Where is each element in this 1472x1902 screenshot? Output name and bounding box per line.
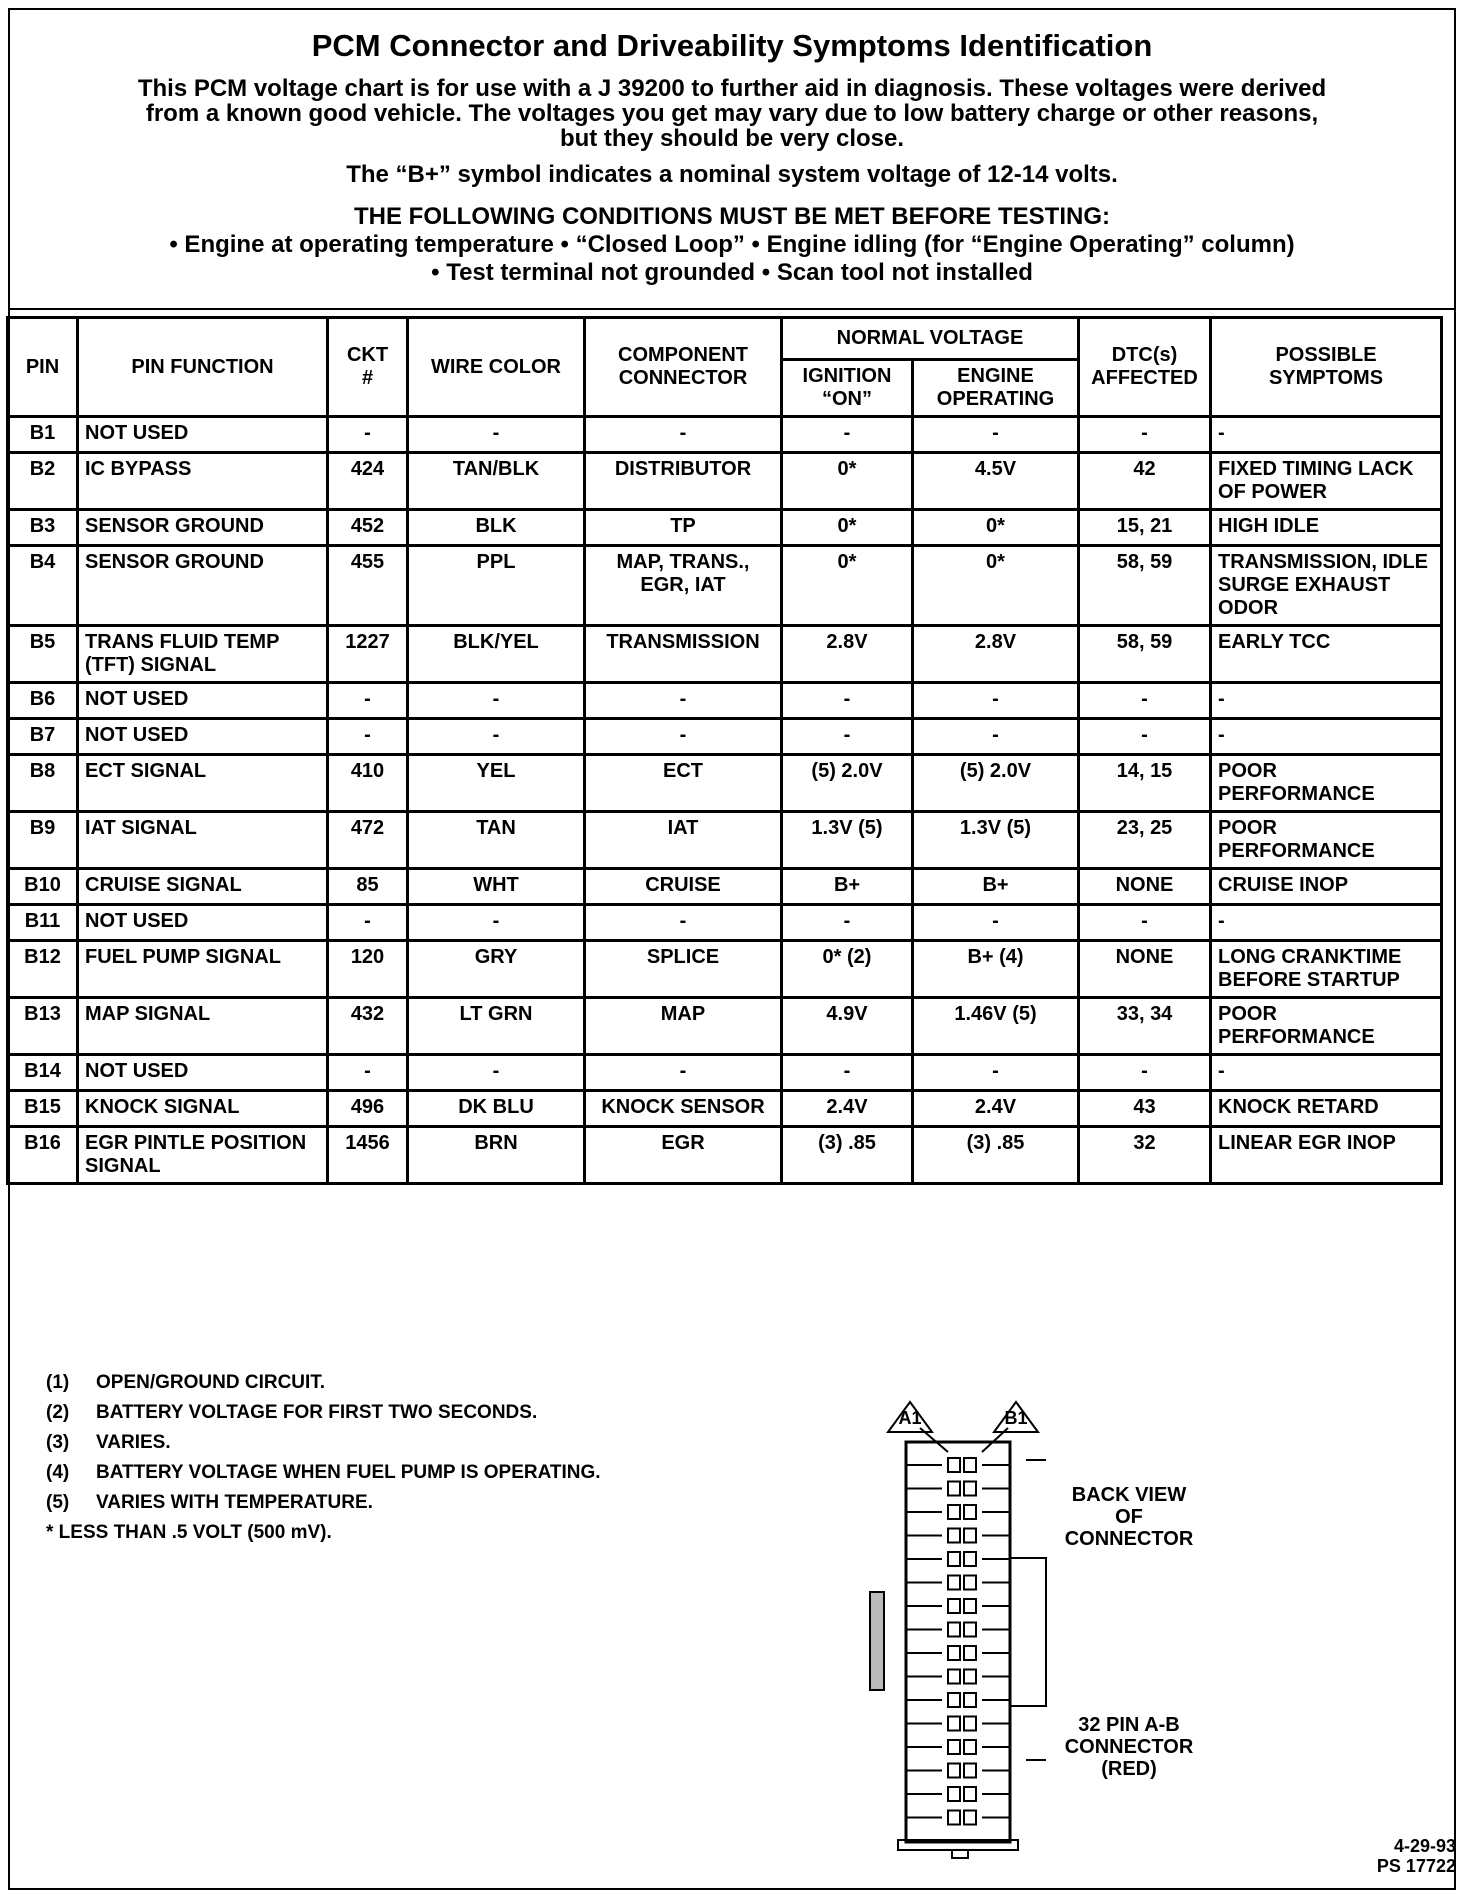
note-text: VARIES WITH TEMPERATURE. <box>96 1492 373 1513</box>
page-title: PCM Connector and Driveability Symptoms Identification <box>311 28 1153 63</box>
cell-pin: B8 <box>8 755 78 812</box>
cell-wire: - <box>408 1055 585 1091</box>
header-component-connector <box>585 318 782 417</box>
cell-ckt: 1456 <box>328 1127 408 1184</box>
cell-component: MAP <box>585 998 782 1055</box>
b-pin-cavity <box>964 1717 976 1731</box>
cell-pin: B12 <box>8 941 78 998</box>
cell-component: - <box>585 719 782 755</box>
b-pin-cavity <box>964 1670 976 1684</box>
back-view-line1: BACK VIEW <box>1071 1484 1187 1506</box>
cell-ign: 0* <box>782 510 913 546</box>
cell-eng: - <box>913 417 1079 453</box>
cell-function: CRUISE SIGNAL <box>78 869 328 905</box>
conditions-line-1: • Engine at operating temperature • “Closed Loop” • Engine idling (for “Engine Operating” column) <box>169 231 1295 258</box>
cell-wire: TAN <box>408 812 585 869</box>
cell-dtc: 58, 59 <box>1079 546 1211 626</box>
b-pin-cavity <box>964 1529 976 1543</box>
cell-dtc: 33, 34 <box>1079 998 1211 1055</box>
cell-component: TRANSMISSION <box>585 626 782 683</box>
cell-wire: DK BLU <box>408 1091 585 1127</box>
pcm-table <box>6 316 1443 1185</box>
cell-pin: B9 <box>8 812 78 869</box>
cell-ign: 4.9V <box>782 998 913 1055</box>
intro-line-1: This PCM voltage chart is for use with a J 39200 to further aid in diagnosis. These voltages were derived <box>137 75 1327 102</box>
cell-symptoms: EARLY TCC <box>1211 626 1442 683</box>
cell-pin: B10 <box>8 869 78 905</box>
cell-wire: TAN/BLK <box>408 453 585 510</box>
cell-ckt: 496 <box>328 1091 408 1127</box>
cell-component: KNOCK SENSOR <box>585 1091 782 1127</box>
cell-ign: - <box>782 719 913 755</box>
note-item <box>46 1368 601 1398</box>
cell-function: NOT USED <box>78 417 328 453</box>
connector-side-block <box>1010 1558 1046 1706</box>
cell-eng: - <box>913 683 1079 719</box>
cell-ign: - <box>782 1055 913 1091</box>
connector-latch <box>870 1592 884 1690</box>
cell-ckt: 455 <box>328 546 408 626</box>
cell-ckt: - <box>328 719 408 755</box>
cell-wire: - <box>408 417 585 453</box>
intro-line-3: but they should be very close. <box>559 125 905 152</box>
cell-function: FUEL PUMP SIGNAL <box>78 941 328 998</box>
cell-function: NOT USED <box>78 905 328 941</box>
a-pin-cavity <box>948 1764 960 1778</box>
cell-function: EGR PINTLE POSITION SIGNAL <box>78 1127 328 1184</box>
table-row <box>8 1127 1442 1184</box>
b-pin-cavity <box>964 1576 976 1590</box>
cell-symptoms: - <box>1211 417 1442 453</box>
note-number: (5) <box>46 1492 70 1513</box>
cell-wire: - <box>408 905 585 941</box>
cell-wire: WHT <box>408 869 585 905</box>
cell-ign: B+ <box>782 869 913 905</box>
cell-wire: BLK <box>408 510 585 546</box>
cell-symptoms: POOR PERFORMANCE <box>1211 812 1442 869</box>
cell-component: TP <box>585 510 782 546</box>
cell-function: IAT SIGNAL <box>78 812 328 869</box>
header-wire-color: WIRE COLOR <box>408 318 585 417</box>
b-pin-cavity <box>964 1482 976 1496</box>
cell-ign: 0* <box>782 453 913 510</box>
cell-component: DISTRIBUTOR <box>585 453 782 510</box>
cell-component: - <box>585 1055 782 1091</box>
cell-ign: (5) 2.0V <box>782 755 913 812</box>
b-pin-cavity <box>964 1646 976 1660</box>
header-ignition-on <box>782 360 913 417</box>
cell-pin: B14 <box>8 1055 78 1091</box>
cell-ckt: 472 <box>328 812 408 869</box>
pin-connector-label <box>1054 1714 1204 1780</box>
intro-text <box>40 76 1424 151</box>
cell-dtc: - <box>1079 719 1211 755</box>
cell-pin: B11 <box>8 905 78 941</box>
a-pin-cavity <box>948 1787 960 1801</box>
cell-dtc: 42 <box>1079 453 1211 510</box>
cell-ign: 2.4V <box>782 1091 913 1127</box>
table-row <box>8 417 1442 453</box>
cell-pin: B15 <box>8 1091 78 1127</box>
cell-eng: - <box>913 719 1079 755</box>
cell-symptoms: - <box>1211 905 1442 941</box>
cell-function: SENSOR GROUND <box>78 510 328 546</box>
header-ckt-line1: CKT <box>346 344 389 366</box>
a-pin-cavity <box>948 1482 960 1496</box>
cell-ign: 0* (2) <box>782 941 913 998</box>
cell-dtc: - <box>1079 1055 1211 1091</box>
a-pin-cavity <box>948 1623 960 1637</box>
cell-symptoms: - <box>1211 683 1442 719</box>
cell-pin: B6 <box>8 683 78 719</box>
table-row <box>8 755 1442 812</box>
table-row <box>8 1055 1442 1091</box>
cell-eng: - <box>913 905 1079 941</box>
cell-component: - <box>585 417 782 453</box>
document-stamp <box>1377 1836 1456 1876</box>
cell-ign: 0* <box>782 546 913 626</box>
cell-symptoms: POOR PERFORMANCE <box>1211 755 1442 812</box>
cell-dtc: 32 <box>1079 1127 1211 1184</box>
table-row <box>8 453 1442 510</box>
cell-symptoms: LINEAR EGR INOP <box>1211 1127 1442 1184</box>
cell-ign: - <box>782 905 913 941</box>
cell-symptoms: HIGH IDLE <box>1211 510 1442 546</box>
note-number: (3) <box>46 1432 70 1453</box>
bplus-note: The “B+” symbol indicates a nominal system voltage of 12-14 volts. <box>346 161 1118 188</box>
header-ign-line2: “ON” <box>822 388 872 410</box>
header-dtc-line2: AFFECTED <box>1091 367 1198 389</box>
cell-ckt: 85 <box>328 869 408 905</box>
header-dtc-line1: DTC(s) <box>1111 344 1178 366</box>
a-pin-cavity <box>948 1811 960 1825</box>
cell-component: CRUISE <box>585 869 782 905</box>
cell-symptoms: - <box>1211 719 1442 755</box>
table-row <box>8 998 1442 1055</box>
header-normal-voltage: NORMAL VOLTAGE <box>782 318 1079 360</box>
header-engine-operating <box>913 360 1079 417</box>
table-row <box>8 941 1442 998</box>
connector-body <box>906 1442 1010 1842</box>
cell-dtc: - <box>1079 417 1211 453</box>
cell-pin: B1 <box>8 417 78 453</box>
note-text: OPEN/GROUND CIRCUIT. <box>96 1372 326 1393</box>
cell-function: NOT USED <box>78 683 328 719</box>
note-item <box>46 1458 601 1488</box>
cell-function: TRANS FLUID TEMP (TFT) SIGNAL <box>78 626 328 683</box>
cell-ckt: 120 <box>328 941 408 998</box>
cell-symptoms: LONG CRANKTIME BEFORE STARTUP <box>1211 941 1442 998</box>
a1-leader-line <box>920 1428 948 1452</box>
header-dtc <box>1079 318 1211 417</box>
cell-pin: B4 <box>8 546 78 626</box>
cell-eng: (5) 2.0V <box>913 755 1079 812</box>
cell-symptoms: - <box>1211 1055 1442 1091</box>
a-pin-cavity <box>948 1505 960 1519</box>
table-row <box>8 626 1442 683</box>
cell-symptoms: CRUISE INOP <box>1211 869 1442 905</box>
cell-function: KNOCK SIGNAL <box>78 1091 328 1127</box>
cell-ckt: - <box>328 905 408 941</box>
b-pin-cavity <box>964 1764 976 1778</box>
b-pin-cavity <box>964 1599 976 1613</box>
header-symptoms <box>1211 318 1442 417</box>
cell-function: SENSOR GROUND <box>78 546 328 626</box>
connector-a1-label: A1 <box>898 1408 922 1428</box>
cell-wire: LT GRN <box>408 998 585 1055</box>
cell-dtc: 23, 25 <box>1079 812 1211 869</box>
back-view-line3: CONNECTOR <box>1064 1528 1194 1550</box>
table-row <box>8 1091 1442 1127</box>
cell-eng: - <box>913 1055 1079 1091</box>
cell-eng: 0* <box>913 510 1079 546</box>
b-pin-cavity <box>964 1787 976 1801</box>
cell-wire: BRN <box>408 1127 585 1184</box>
cell-eng: 1.3V (5) <box>913 812 1079 869</box>
conditions-heading: THE FOLLOWING CONDITIONS MUST BE MET BEFORE TESTING: <box>354 203 1110 230</box>
cell-wire: - <box>408 719 585 755</box>
a-pin-cavity <box>948 1717 960 1731</box>
a-pin-cavity <box>948 1740 960 1754</box>
cell-component: - <box>585 683 782 719</box>
header-symptoms-line2: SYMPTOMS <box>1268 367 1384 389</box>
cell-eng: B+ (4) <box>913 941 1079 998</box>
cell-component: SPLICE <box>585 941 782 998</box>
cell-component: MAP, TRANS., EGR, IAT <box>585 546 782 626</box>
b-pin-cavity <box>964 1811 976 1825</box>
cell-eng: B+ <box>913 869 1079 905</box>
cell-pin: B16 <box>8 1127 78 1184</box>
header-pin: PIN <box>8 318 78 417</box>
pin-line3: (RED) <box>1101 1758 1157 1780</box>
cell-eng: 1.46V (5) <box>913 998 1079 1055</box>
note-text: BATTERY VOLTAGE FOR FIRST TWO SECONDS. <box>96 1402 538 1423</box>
cell-wire: - <box>408 683 585 719</box>
cell-ckt: - <box>328 417 408 453</box>
notes-list <box>46 1368 601 1548</box>
a-pin-cavity <box>948 1670 960 1684</box>
stamp-date: 4-29-93 <box>1393 1836 1456 1856</box>
cell-wire: GRY <box>408 941 585 998</box>
connector-foot <box>952 1850 968 1858</box>
cell-function: ECT SIGNAL <box>78 755 328 812</box>
cell-ckt: 432 <box>328 998 408 1055</box>
cell-symptoms: KNOCK RETARD <box>1211 1091 1442 1127</box>
header-pin-function: PIN FUNCTION <box>78 318 328 417</box>
header-ckt-line2: # <box>361 367 374 389</box>
stamp-ps: PS 17722 <box>1376 1856 1456 1876</box>
table-body <box>8 417 1442 1184</box>
note-item <box>46 1428 601 1458</box>
cell-ign: 1.3V (5) <box>782 812 913 869</box>
cell-component: ECT <box>585 755 782 812</box>
cell-symptoms: TRANSMISSION, IDLE SURGE EXHAUST ODOR <box>1211 546 1442 626</box>
a-pin-cavity <box>948 1552 960 1566</box>
cell-ckt: 410 <box>328 755 408 812</box>
cell-function: IC BYPASS <box>78 453 328 510</box>
note-text: VARIES. <box>96 1432 171 1453</box>
cell-eng: 0* <box>913 546 1079 626</box>
cell-eng: 4.5V <box>913 453 1079 510</box>
cell-function: NOT USED <box>78 719 328 755</box>
cell-eng: 2.8V <box>913 626 1079 683</box>
b-pin-cavity <box>964 1505 976 1519</box>
table-row <box>8 869 1442 905</box>
cell-ign: (3) .85 <box>782 1127 913 1184</box>
header-component-line1: COMPONENT <box>618 344 748 366</box>
note-item <box>46 1488 601 1518</box>
header-ckt <box>328 318 408 417</box>
cell-ign: - <box>782 683 913 719</box>
pin-line2: CONNECTOR <box>1064 1736 1194 1758</box>
b-pin-cavity <box>964 1552 976 1566</box>
cell-function: MAP SIGNAL <box>78 998 328 1055</box>
b-pin-cavity <box>964 1693 976 1707</box>
cell-pin: B5 <box>8 626 78 683</box>
b-pin-cavity <box>964 1740 976 1754</box>
intro-line-2: from a known good vehicle. The voltages you get may vary due to low battery charge or other reasons, <box>145 100 1319 127</box>
header-eng-line2: OPERATING <box>936 388 1055 410</box>
table-row <box>8 812 1442 869</box>
cell-dtc: 14, 15 <box>1079 755 1211 812</box>
cell-dtc: - <box>1079 683 1211 719</box>
cell-dtc: 15, 21 <box>1079 510 1211 546</box>
cell-pin: B3 <box>8 510 78 546</box>
cell-pin: B2 <box>8 453 78 510</box>
cell-dtc: - <box>1079 905 1211 941</box>
table-row <box>8 546 1442 626</box>
cell-function: NOT USED <box>78 1055 328 1091</box>
connector-diagram <box>868 1400 1208 1860</box>
header-section <box>10 10 1454 310</box>
cell-ign: - <box>782 417 913 453</box>
table-row <box>8 905 1442 941</box>
cell-pin: B13 <box>8 998 78 1055</box>
note-number: (2) <box>46 1402 70 1423</box>
cell-ign: 2.8V <box>782 626 913 683</box>
cell-dtc: NONE <box>1079 941 1211 998</box>
a-pin-cavity <box>948 1576 960 1590</box>
cell-wire: YEL <box>408 755 585 812</box>
cell-ckt: 452 <box>328 510 408 546</box>
table-row <box>8 510 1442 546</box>
cell-ckt: 1227 <box>328 626 408 683</box>
cell-ckt: 424 <box>328 453 408 510</box>
pin-line1: 32 PIN A-B <box>1078 1714 1180 1736</box>
note-number: (4) <box>46 1462 70 1483</box>
note-number: (1) <box>46 1372 70 1393</box>
b-pin-cavity <box>964 1623 976 1637</box>
cell-dtc: 58, 59 <box>1079 626 1211 683</box>
cell-component: EGR <box>585 1127 782 1184</box>
footnote: * LESS THAN .5 VOLT (500 mV). <box>46 1522 332 1543</box>
header-component-line2: CONNECTOR <box>618 367 748 389</box>
cell-dtc: NONE <box>1079 869 1211 905</box>
header-ign-line1: IGNITION <box>802 365 892 387</box>
cell-dtc: 43 <box>1079 1091 1211 1127</box>
note-text: BATTERY VOLTAGE WHEN FUEL PUMP IS OPERATING. <box>96 1462 601 1483</box>
a-pin-cavity <box>948 1693 960 1707</box>
table-row <box>8 683 1442 719</box>
a-pin-cavity <box>948 1646 960 1660</box>
cell-wire: PPL <box>408 546 585 626</box>
conditions-line-2: • Test terminal not grounded • Scan tool not installed <box>431 259 1033 286</box>
cell-ckt: - <box>328 1055 408 1091</box>
b-pin-cavity <box>964 1458 976 1472</box>
cell-component: - <box>585 905 782 941</box>
a-pin-cavity <box>948 1529 960 1543</box>
header-symptoms-line1: POSSIBLE <box>1275 344 1377 366</box>
cell-eng: (3) .85 <box>913 1127 1079 1184</box>
note-item <box>46 1398 601 1428</box>
cell-component: IAT <box>585 812 782 869</box>
a-pin-cavity <box>948 1599 960 1613</box>
back-view-label <box>1054 1484 1204 1550</box>
cell-ckt: - <box>328 683 408 719</box>
cell-symptoms: POOR PERFORMANCE <box>1211 998 1442 1055</box>
cell-wire: BLK/YEL <box>408 626 585 683</box>
connector-b1-label: B1 <box>1004 1408 1028 1428</box>
table-row <box>8 719 1442 755</box>
cell-pin: B7 <box>8 719 78 755</box>
a-pin-cavity <box>948 1458 960 1472</box>
header-eng-line1: ENGINE <box>957 365 1034 387</box>
cell-eng: 2.4V <box>913 1091 1079 1127</box>
back-view-line2: OF <box>1115 1506 1143 1528</box>
cell-symptoms: FIXED TIMING LACK OF POWER <box>1211 453 1442 510</box>
